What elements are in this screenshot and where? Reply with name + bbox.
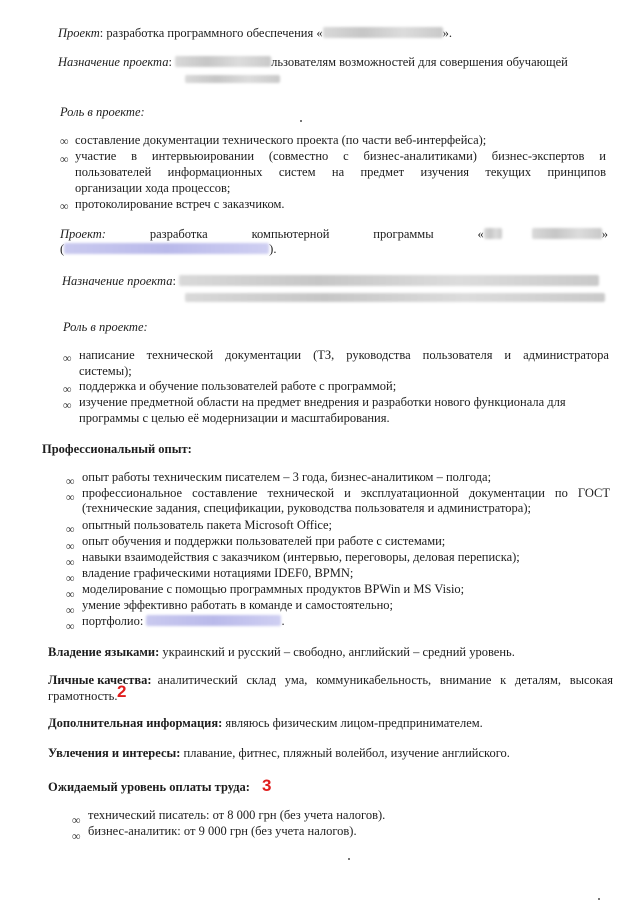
project2-title-cont: ( ). — [60, 242, 277, 256]
project2-title: Проект: разработка компьютерной программы « » — [60, 227, 608, 241]
redacted-purpose — [179, 275, 599, 286]
personal-line-cont: грамотность. — [48, 689, 118, 703]
personal-line: Личные качества: аналитический склад ума, коммуникабельность, внимание к деталям, высокая — [48, 673, 613, 687]
experience-item: умение эффективно работать в команде и самостоятельно; — [82, 598, 394, 612]
project2-role-item: изучение предметной области на предмет внедрения и разработки нового функционала для — [79, 395, 566, 409]
hobbies-line: Увлечения и интересы: плавание, фитнес, пляжный волейбол, изучение английского. — [48, 746, 510, 760]
additional-line: Дополнительная информация: являюсь физическим лицом-предпринимателем. — [48, 716, 483, 730]
annotation-marker-2: 2 — [117, 682, 127, 701]
project1-role-item: участие в интервьюировании (совместно с бизнес-аналитиками) бизнес-экспертов и — [75, 149, 606, 163]
salary-heading: Ожидаемый уровень оплаты труда: — [48, 780, 250, 794]
project1-role-label: Роль в проекте: — [60, 105, 145, 119]
bullet-icon: ∞ — [66, 490, 75, 504]
experience-item: опытный пользователь пакета Microsoft Office; — [82, 518, 332, 532]
redacted-purpose-cont — [185, 75, 280, 83]
project2-role-item: поддержка и обучение пользователей работе с программой; — [79, 379, 397, 393]
bullet-icon: ∞ — [66, 587, 75, 601]
bullet-icon: ∞ — [66, 539, 75, 553]
bullet-icon: ∞ — [66, 619, 75, 633]
project1-purpose: Назначение проекта: льзователям возможностей для совершения обучающей — [58, 55, 568, 69]
project2-role-item: написание технической документации (ТЗ, руководства пользователя и администратора — [79, 348, 609, 362]
project1-title: Проект: разработка программного обеспечения « ». — [58, 26, 452, 40]
project1-role-item: составление документации технического проекта (по части веб-интерфейса); — [75, 133, 487, 147]
project2-purpose-cont — [185, 290, 605, 305]
scan-speck — [348, 858, 350, 860]
annotation-marker-3: 3 — [262, 776, 272, 795]
bullet-icon: ∞ — [66, 603, 75, 617]
experience-item: опыт обучения и поддержки пользователей при работе с системами; — [82, 534, 446, 548]
redacted-portfolio-link — [146, 615, 281, 626]
bullet-icon: ∞ — [66, 571, 75, 585]
project1-purpose-cont — [185, 71, 280, 86]
bullet-icon: ∞ — [60, 134, 69, 148]
bullet-icon: ∞ — [60, 152, 69, 166]
salary-item: бизнес-аналитик: от 9 000 грн (без учета налогов). — [88, 824, 357, 838]
redacted-link — [64, 243, 269, 254]
bullet-icon: ∞ — [63, 351, 72, 365]
redacted-name — [323, 27, 443, 38]
experience-item-portfolio: портфолио: . — [82, 614, 285, 628]
redacted-purpose — [175, 56, 271, 67]
bullet-icon: ∞ — [66, 555, 75, 569]
redacted-name — [484, 228, 502, 239]
bullet-icon: ∞ — [72, 813, 81, 827]
bullet-icon: ∞ — [63, 398, 72, 412]
experience-item: опыт работы техническим писателем – 3 года, бизнес-аналитиком – полгода; — [82, 470, 492, 484]
experience-heading: Профессиональный опыт: — [42, 442, 192, 456]
bullet-icon: ∞ — [60, 199, 69, 213]
scan-speck — [300, 120, 302, 122]
languages-line: Владение языками: украинский и русский – свободно, английский – средний уровень. — [48, 645, 515, 659]
experience-item: навыки взаимодействия с заказчиком (интервью, переговоры, деловая переписка); — [82, 550, 520, 564]
experience-item: владение графическими нотациями IDEF0, BPMN; — [82, 566, 354, 580]
project2-role-item-cont: программы с целью её модернизации и масштабирования. — [79, 411, 390, 425]
scan-speck — [598, 898, 600, 900]
bullet-icon: ∞ — [66, 522, 75, 536]
experience-item: моделирование с помощью программных продуктов BPWin и MS Visio; — [82, 582, 465, 596]
project1-role-item-cont: организации хода процессов; — [75, 181, 231, 195]
redacted-purpose-cont — [185, 293, 605, 302]
project2-role-item-cont: системы); — [79, 364, 132, 378]
salary-item: технический писатель: от 8 000 грн (без учета налогов). — [88, 808, 386, 822]
bullet-icon: ∞ — [66, 474, 75, 488]
project2-role-label: Роль в проекте: — [63, 320, 148, 334]
experience-item-cont: (технические задания, спецификации, руководства пользователя и администратора); — [82, 501, 531, 515]
project1-role-item: протоколирование встреч с заказчиком. — [75, 197, 285, 211]
bullet-icon: ∞ — [63, 382, 72, 396]
project1-role-item-cont: пользователей информационных систем на предмет изучения текущих принципов — [75, 165, 606, 179]
bullet-icon: ∞ — [72, 829, 81, 843]
experience-item: профессиональное составление технической и эксплуатационной документации по ГОСТ — [82, 486, 610, 500]
project2-purpose: Назначение проекта: — [62, 274, 599, 289]
redacted-name — [532, 228, 602, 239]
